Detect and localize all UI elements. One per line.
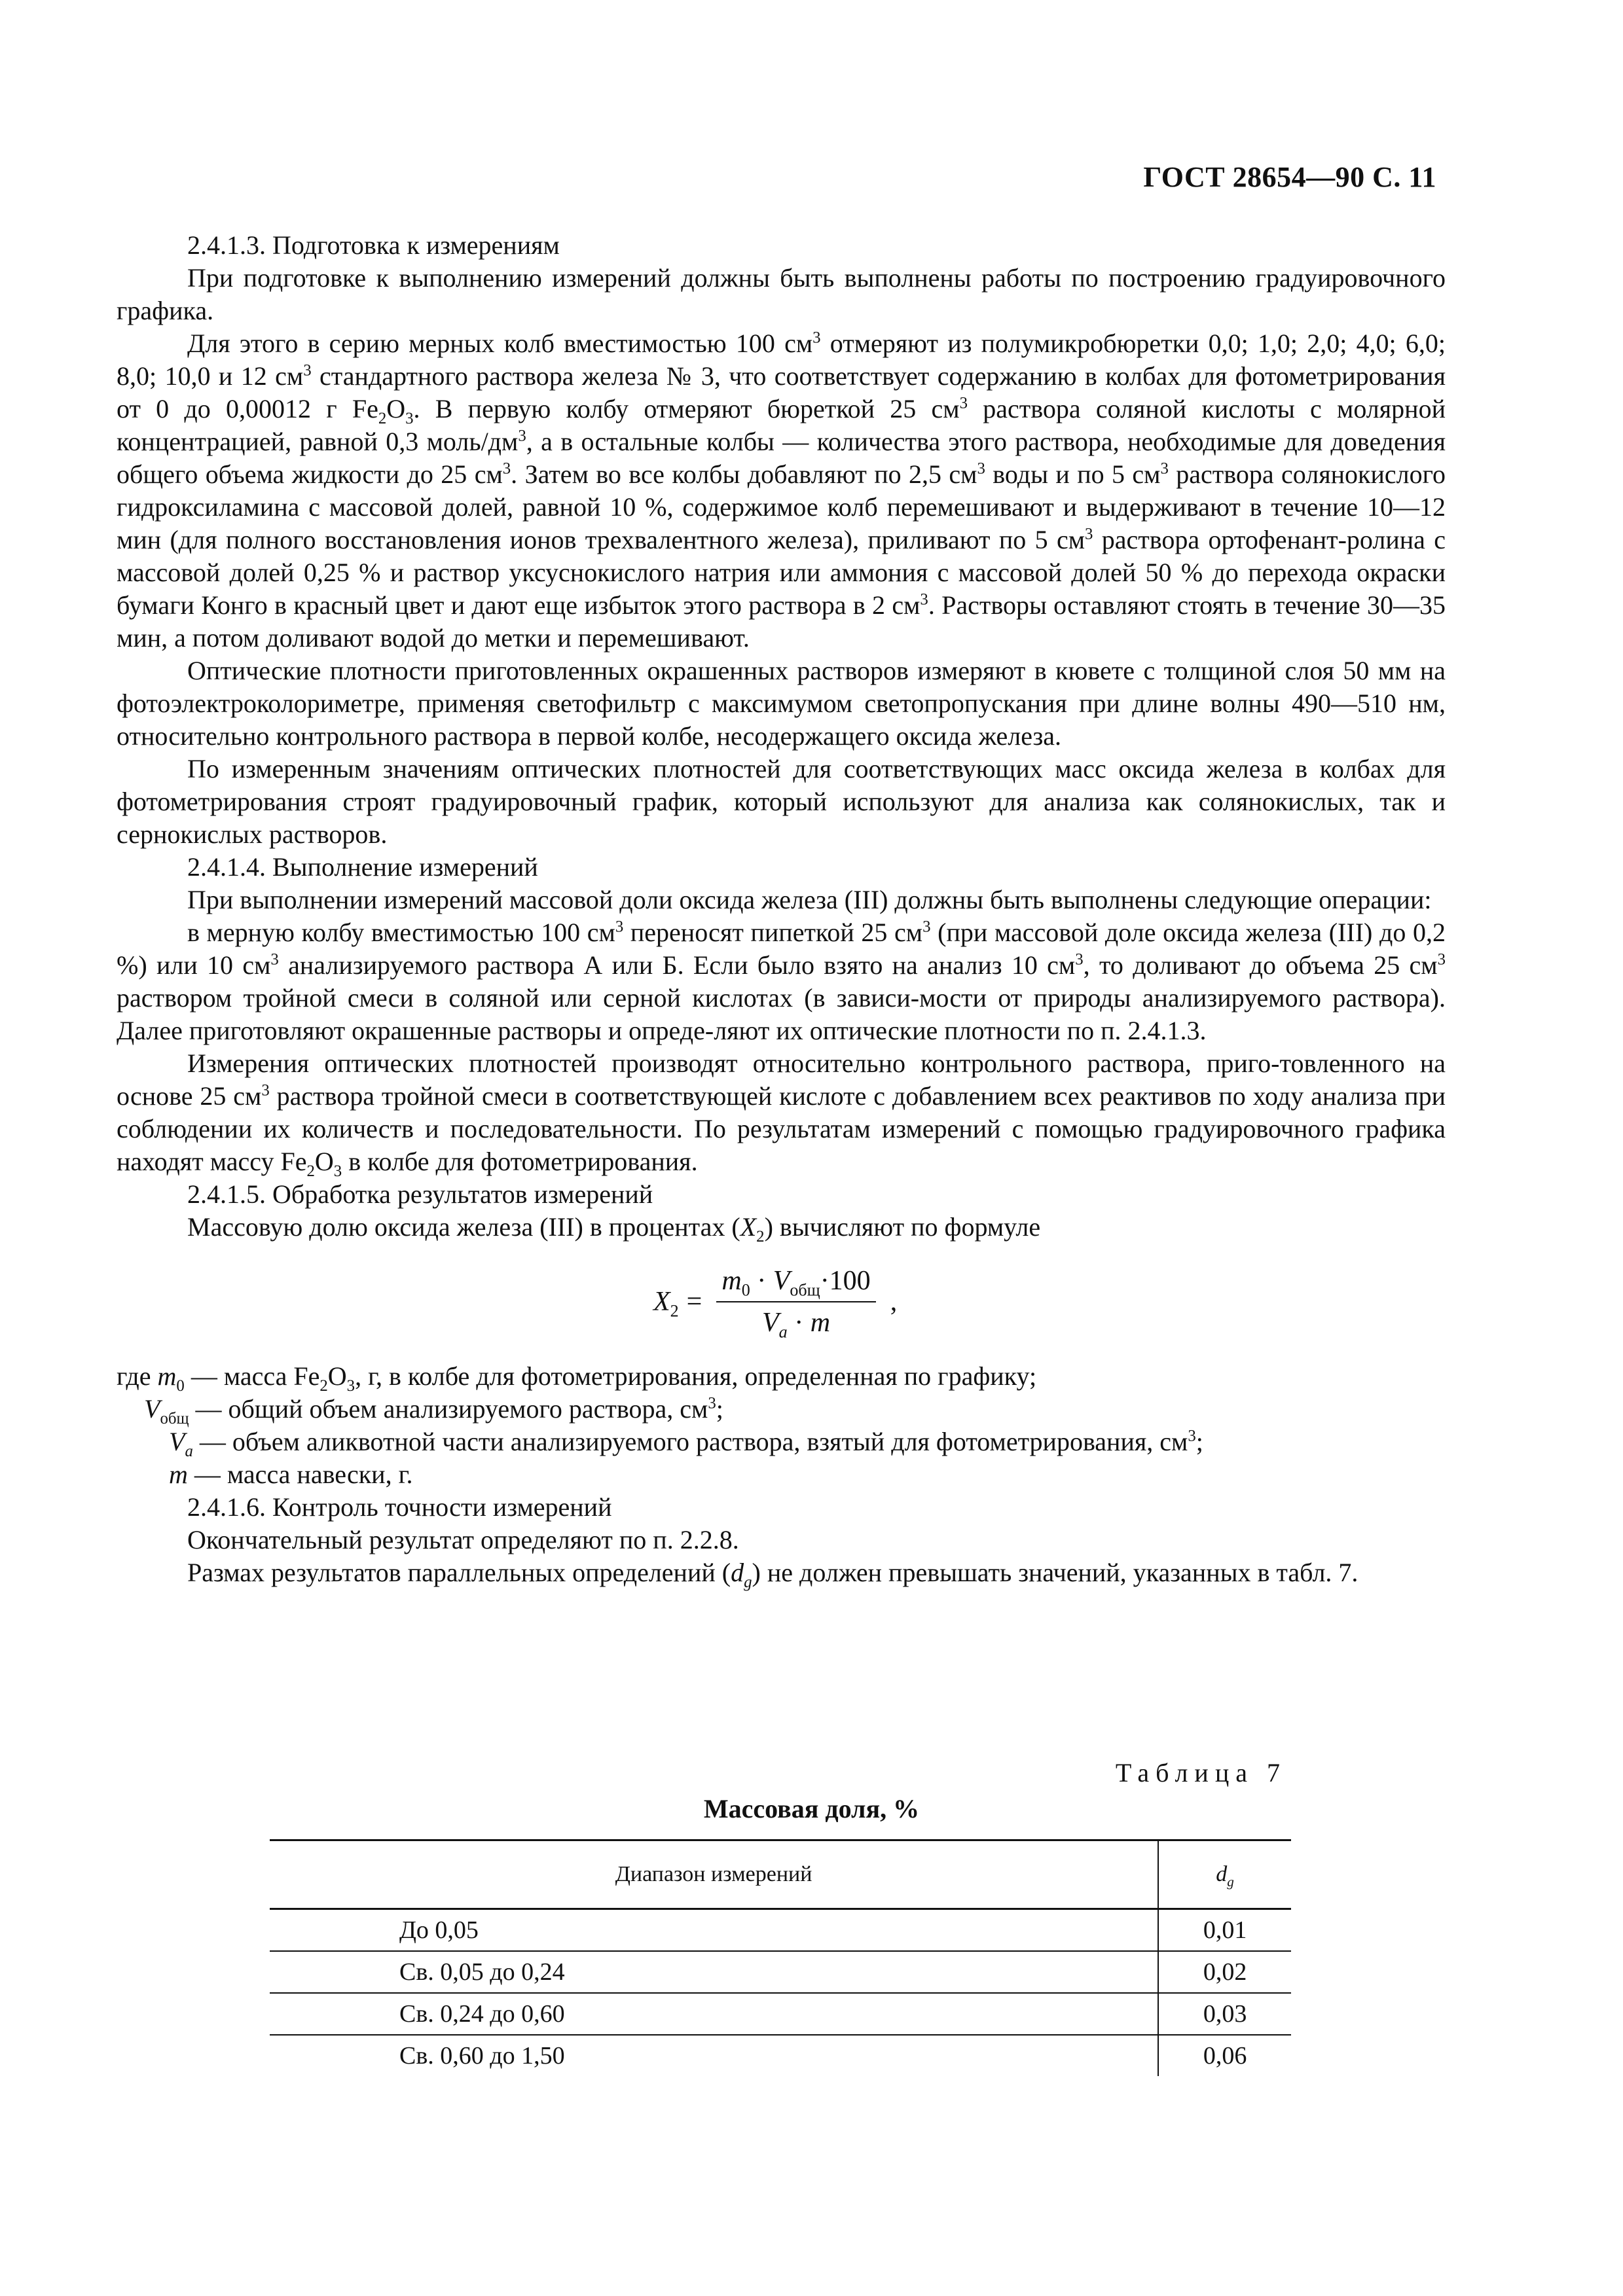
table-label: Таблица 7: [1115, 1758, 1286, 1787]
definition-line: $V_a$ — объем аликвотной части анализируемого раствора, взятый для фотометрирования, $см^3$;: [169, 1427, 1203, 1460]
formula-block: [117, 1251, 1446, 1356]
paragraph: При подготовке к выполнению измерений должны быть выполнены работы по построению градуировочного графика.: [117, 263, 1446, 325]
definition-line: где $m_0$ — масса $Fe_2O_3$, г, в колбе для фотометрирования, определенная по графику;: [117, 1361, 1037, 1395]
cell-dg: 0,06: [1203, 2042, 1247, 2070]
formula: [653, 1265, 898, 1342]
table-title: Массовая доля, %: [703, 1794, 920, 1823]
section-heading: 2.4.1.4. Выполнение измерений: [187, 852, 538, 882]
formula-definitions: [117, 1360, 1446, 1491]
paragraph: Окончательный результат определяют по п. 2.2.8.: [187, 1525, 739, 1554]
paragraph: При выполнении измерений массовой доли оксида железа (III) должны быть выполнены следующие операции:: [187, 885, 1432, 914]
table-row: [270, 1993, 1291, 2035]
table-row: [270, 1951, 1291, 1993]
formula-comma: ,: [890, 1287, 898, 1317]
table-row: [270, 2035, 1291, 2076]
formula-numerator: $m_0 \cdot V_{общ}\cdot 100$: [716, 1265, 875, 1302]
cell-dg: 0,01: [1158, 1909, 1291, 1952]
section-heading: 2.4.1.3. Подготовка к измерениям: [187, 230, 560, 260]
formula-equals: =: [686, 1287, 702, 1317]
page-header: ГОСТ 28654—90 С. 11: [1143, 161, 1436, 193]
definition-line: m — масса навески, г.: [169, 1460, 413, 1489]
formula-lhs: $X_2$: [653, 1287, 679, 1321]
paragraph: в мерную колбу вместимостью 100 $см^3$ переносят пипеткой 25 $см^3$ (при массовой доле оксида железа (III) до 0,2 %) или 10 $см^3$ анализируемого раствора А или Б. Если было взято на анализ 10 $см^3$, то доливают до объема 25 $см^3$ раствором тройной смеси в соляной или серной кислотах (в зависи-мости от природы анализируемого раствора). Далее приготовляют окрашенные растворы и опреде-ляют их оптические плотности по п. 2.4.1.3.: [117, 918, 1446, 1045]
table-7: [270, 1839, 1291, 2076]
cell-range: До 0,05: [270, 1909, 1158, 1952]
paragraph: По измеренным значениям оптических плотностей для соответствующих масс оксида железа в колбах для фотометрирования строят градуировочный график, который используют для анализа как солянокислых, так и сернокислых растворов.: [117, 754, 1446, 849]
formula-fraction: [716, 1265, 875, 1342]
paragraph: Массовую долю оксида железа (III) в процентах $(X_2)$ вычисляют по формуле: [187, 1212, 1041, 1246]
table-header-row: [270, 1840, 1291, 1909]
definition-line: $V_{общ}$ — общий объем анализируемого раствора, $см^3$;: [144, 1394, 723, 1427]
cell-range: Св. 0,05 до 0,24: [270, 1951, 1158, 1993]
paragraph: Размах результатов параллельных определений $(d_g)$ не должен превышать значений, указанных в табл. 7.: [187, 1558, 1359, 1591]
cell-dg: 0,03: [1158, 1993, 1291, 2035]
column-header-dg: $d_g$: [1158, 1840, 1291, 1909]
cell-dg: 0,02: [1158, 1951, 1291, 1993]
paragraph: Измерения оптических плотностей производят относительно контрольного раствора, приго-товленного на основе 25 $см^3$ раствора тройной смеси в соответствующей кислоте с добавлением всех реактивов по ходу анализа при соблюдении их количеств и последовательности. По результатам измерений с помощью градуировочного графика находят массу $Fe_2O_3$ в колбе для фотометрирования.: [117, 1049, 1446, 1180]
cell-range: Св. 0,24 до 0,60: [270, 1993, 1158, 2035]
formula-denominator: $V_a \cdot m$: [762, 1308, 831, 1342]
table-row: [270, 1909, 1291, 1952]
paragraph: Для этого в серию мерных колб вместимостью 100 $см^3$ отмеряют из полумикробюретки 0,0; 1,0; 2,0; 4,0; 6,0; 8,0; 10,0 и 12 $см^3$ стандартного раствора железа № 3, что соответствует содержанию в колбах для фотометрирования от 0 до 0,00012 г $Fe_2O_3$. В первую колбу отмеряют бюреткой 25 $см^3$ раствора соляной кислоты с молярной концентрацией, равной 0,3 моль/$дм^3$, а в остальные колбы — количества этого раствора, необходимые для доведения общего объема жидкости до 25 $см^3$. Затем во все колбы добавляют по 2,5 $см^3$ воды и по 5 $см^3$ раствора солянокислого гидроксиламина с массовой долей, равной 10 %, содержимое колб перемешивают и выдерживают в течение 10—12 мин (для полного восстановления ионов трехвалентного железа), приливают по 5 $см^3$ раствора ортофенант-ролина с массовой долей 0,25 % и раствор уксуснокислого натрия или аммония с массовой долей 50 % до перехода окраски бумаги Конго в красный цвет и дают еще избыток этого раствора в 2 $см^3$. Растворы оставляют стоять в течение 30—35 мин, а потом доливают водой до метки и перемешивают.: [117, 329, 1446, 653]
cell-range: Св. 0,60 до 1,50: [270, 2035, 1158, 2076]
column-header-range: Диапазон измерений: [270, 1840, 1158, 1909]
paragraph: Оптические плотности приготовленных окрашенных растворов измеряют в кювете с толщиной слоя 50 мм на фотоэлектроколориметре, применяя светофильтр с максимумом светопропускания при длине волны 490—510 нм, относительно контрольного раствора в первой колбе, несодержащего оксида железа.: [117, 656, 1446, 751]
document-body: [117, 229, 1446, 1589]
section-heading: 2.4.1.5. Обработка результатов измерений: [187, 1179, 653, 1209]
section-heading: 2.4.1.6. Контроль точности измерений: [187, 1492, 612, 1522]
